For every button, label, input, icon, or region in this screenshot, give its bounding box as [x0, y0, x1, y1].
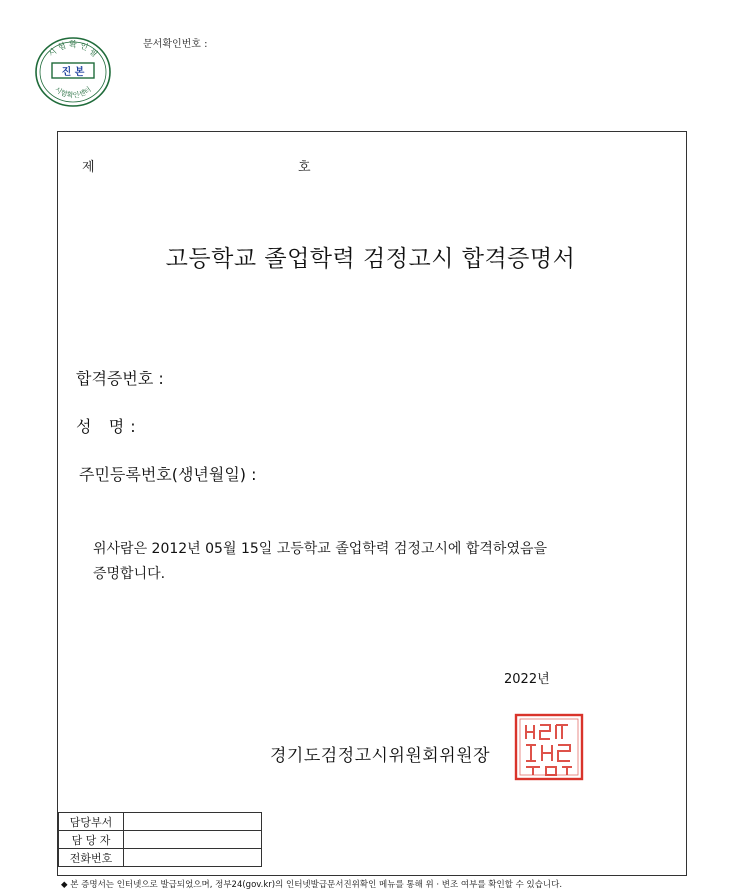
person-in-charge-label: 담 당 자: [59, 831, 124, 849]
staff-info-table: [58, 812, 262, 867]
certificate-number-prefix: 제: [82, 160, 95, 175]
document-check-number-label: 문서확인번호 :: [143, 39, 208, 50]
certification-statement: [93, 537, 663, 587]
statement-line-2: 증명합니다.: [93, 566, 166, 582]
phone-value: [124, 849, 262, 867]
department-label: 담당부서: [59, 813, 124, 831]
department-value: [124, 813, 262, 831]
statement-line-1: 위사람은 2012년 05월 15일 고등학교 졸업학력 검정고시에 합격하였음을: [93, 541, 548, 557]
certificate-number-suffix: 호: [298, 160, 311, 175]
certification-seal: [34, 36, 112, 108]
document-title: 고등학교 졸업학력 검정고시 합격증명서: [165, 246, 576, 272]
table-row: [59, 813, 262, 831]
person-in-charge-value: [124, 831, 262, 849]
seal-top-text: 시 험 확 인 필: [46, 40, 100, 59]
issue-year: 2022년: [504, 672, 550, 687]
seal-bottom-text: 시험확인센터: [53, 85, 93, 100]
seal-center-text: 진 본: [61, 67, 85, 78]
phone-label: 전화번호: [59, 849, 124, 867]
table-row: [59, 831, 262, 849]
table-row: [59, 849, 262, 867]
verification-footnote: ◆ 본 증명서는 인터넷으로 발급되었으며, 정부24(gov.kr)의 인터넷발급문서진위확인 메뉴를 통해 위 · 변조 여부를 확인할 수 있습니다.: [61, 880, 563, 890]
official-stamp: [514, 713, 584, 781]
pass-certificate-number-label: 합격증번호 :: [76, 369, 164, 388]
resident-number-label: 주민등록번호(생년월일) :: [79, 465, 257, 484]
name-label: 성 명 :: [76, 417, 137, 436]
issuer-name: 경기도검정고시위원회위원장: [270, 746, 490, 766]
